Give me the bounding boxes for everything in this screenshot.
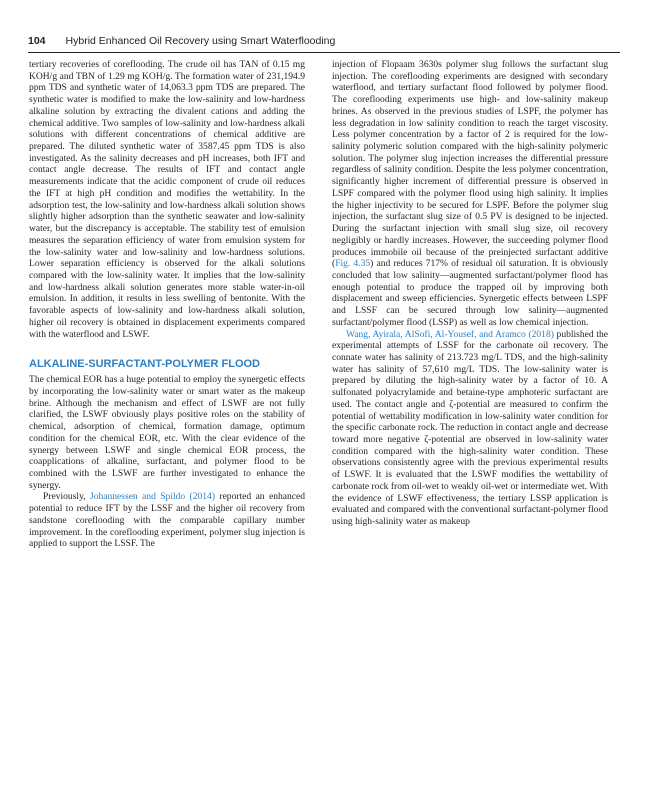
paragraph (332, 329, 608, 528)
paragraph (332, 59, 608, 329)
right-column (332, 59, 608, 528)
paragraph: The chemical EOR has a huge potential to employ the synergetic effects by incorporating the low-salinity water or smart water as the makeup brine. Although the mechanism and effect of LSWF are not fully clarified, the LSWF obviously plays positive roles on the stability of chemical, adsorption of chemical, formation damage, optimum condition for the chemical EOR, etc. With the clear evidence of the synergy between LSWF and single chemical EOR process, the coapplications of alkaline, surfactant, and polymer flood to be combined with the LSWF are further investigated to enhance the synergy. (29, 374, 305, 491)
paragraph (29, 491, 305, 550)
citation-link[interactable]: Johannessen and Spildo (2014) (89, 491, 216, 503)
text-run: published the experimental attempts of LSSF for the carbonate oil recovery. The connate water has salinity of 213.723 mg/L TDS, and the high-salinity water has salinity of 57,610 mg/L TDS. The low-salinity water is prepared by diluting the high-salinity water by a factor of 10. A sulfonated polyacrylamide and betaine-type amphoteric surfactant are used. The contact angle and ζ-potential are measured to confirm the potential of wettability modification in low-salinity water condition for the specific carbonate rock. The reduction in contact angle and decrease toward more negative ζ-potential are observed in low-salinity water condition compared with the high-salinity water condition. These observations consistently agree with the previous experimental results of LSWF. It is evaluated that the LSWF modifies the wettability of carbonate rock from oil-wet to weakly oil-wet or intermediate wet. With the evidence of LSWF effectiveness, the tertiary LSSP application is evaluated and compared with the conventional surfactant-polymer flood using high-salinity water as makeup (332, 328, 608, 528)
text-run: ) and reduces 717% of residual oil saturation. It is obviously concluded that low salinity—augmented surfactant/polymer flood has enough potential to produce the trapped oil by improving both displacement and sweep efficiencies. Synergetic effects between LSPF and LSSF can be secured through low salinity—augmented surfactant/polymer flood (LSSP) as well as low chemical injection. (332, 258, 609, 328)
page-number: 104 (28, 35, 46, 47)
left-column (29, 59, 305, 550)
section-heading: ALKALINE-SURFACTANT-POLYMER FLOOD (29, 358, 260, 371)
running-header (28, 34, 620, 48)
text-run: injection of Flopaam 3630s polymer slug follows the surfactant slug injection. The coreflooding experiments are designed with secondary waterflood, and tertiary surfactant flood followed by polymer flood. The coreflooding experiments use high- and low-salinity makeup brines. As observed in the previous studies of LSPF, the polymer has less degradation in low salinity condition to reach the target viscosity. Less polymer concentration by a factor of 2 is required for the low-salinity polymeric solution compared with the high-salinity polymeric solution. The polymer slug injection increases the differential pressure regardless of salinity condition. Despite the less polymer concentration, significantly higher increment of differential pressure is observed in LSPF compared with the polymer flood using high salinity. It implies the higher injectivity to be secured for LSPF. Before the polymer slug injection, the surfactant slug size of 0.5 PV is designed to be injected. During the surfactant injection with small slug size, oil recovery negligibly or hardly increases. However, the succeeding polymer flood produces immobile oil because of the preinjected surfactant additive ( (332, 59, 608, 270)
text-run: reported an enhanced potential to reduce IFT by the LSSF and the higher oil recovery from sandstone coreflooding with the comparable capillary number improvement. In the coreflooding experiment, polymer slug injection is applied to support the LSSF. The (29, 491, 305, 550)
citation-link[interactable]: Wang, Ayirala, AlSofi, Al-Yousef, and Aramco (2018) (346, 328, 554, 340)
header-divider (28, 52, 620, 53)
paragraph: tertiary recoveries of coreflooding. The crude oil has TAN of 0.15 mg KOH/g and TBN of 1.29 mg KOH/g. The formation water of 231,194.9 ppm TDS and synthetic water of 14,063.3 ppm TDS are prepared. The synthetic water is modified to make the low-salinity and low-hardness alkaline solution by extracting the divalent cations and adding the chemical additive. Two samples of low-salinity and low-hardness alkali solutions with different concentrations of chemical additive are prepared. The diluted synthetic water of 3587.45 ppm TDS is also investigated. As the salinity decreases and pH increases, both IFT and contact angle decrease. The results of IFT and contact angle measurements indicate that the acidic component of crude oil reduces the IFT at high pH condition and modifies the wettability. In the adsorption test, the low-salinity and low-hardness alkali solution shows slightly higher adsorption than the synthetic seawater and low-salinity water, but the discrepancy is acceptable. The stability test of emulsion measures the separation efficiency of water from emulsion system for the low-salinity water and low-salinity and low-hardness solutions. Lower separation efficiency is observed for the alkali solutions compared with the low-salinity water. It implies that the low-salinity and low-hardness alkali solution generates more stable water-in-oil emulsion. In addition, it results in less swelling of bentonite. With the favorable aspects of low-salinity and low-hardness alkali solution, higher oil recovery is obtained in displacement experiments compared with the waterflood and LSWF. (29, 59, 305, 340)
text-run: Previously, (43, 491, 90, 503)
book-title: Hybrid Enhanced Oil Recovery using Smart Waterflooding (65, 35, 336, 47)
figure-link[interactable]: Fig. 4.35 (335, 258, 371, 270)
